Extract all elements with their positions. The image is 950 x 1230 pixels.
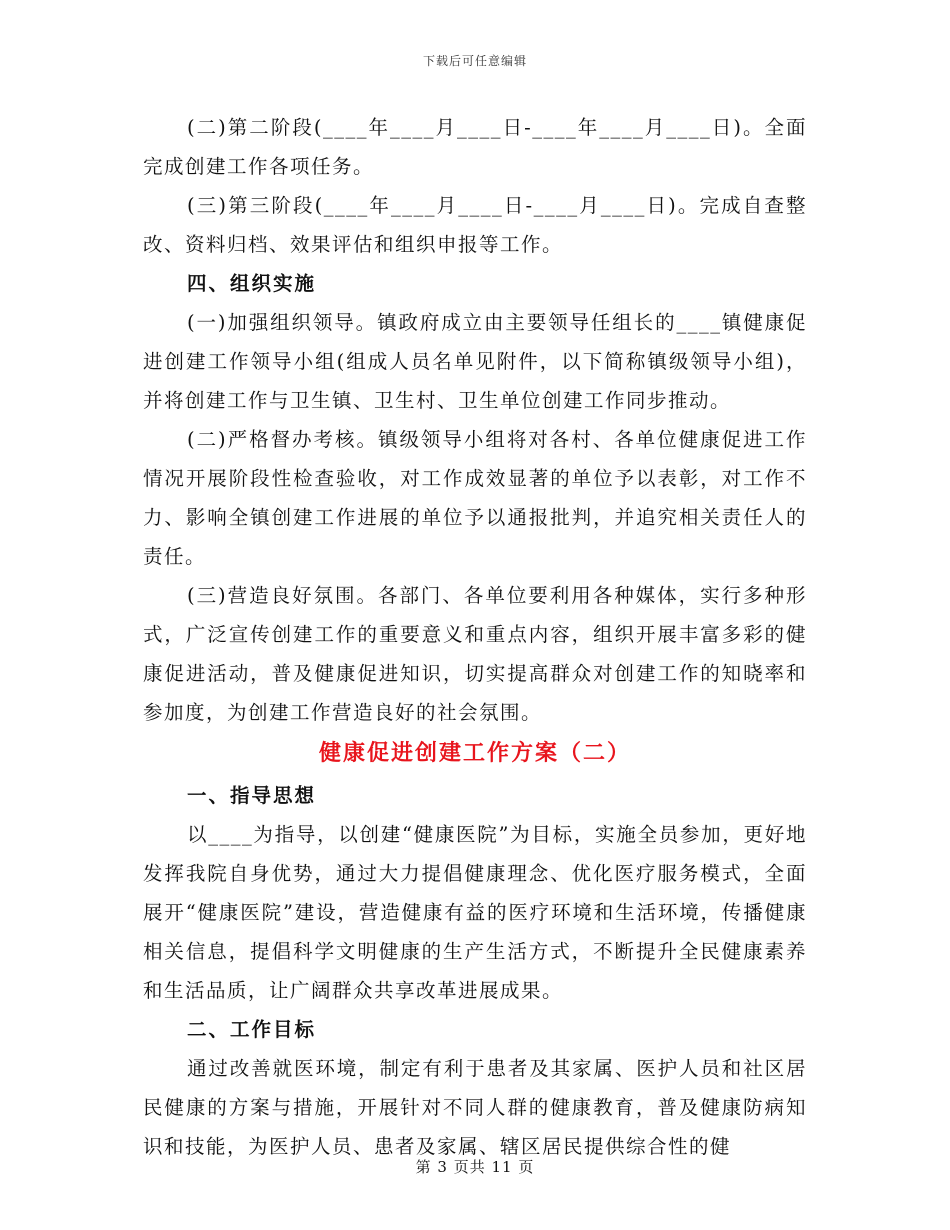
paragraph-phase-two: (二)第二阶段(____年____月____日-____年____月____日)。全面完成创建工作各项任务。 [143,116,807,178]
page-header: 下载后可任意编辑 [422,54,527,68]
paragraph-guiding-ideology: 以____为指导，以创建“健康医院”为目标，实施全员参加，更好地发挥我院自身优势，通过大力提倡健康理念、优化医疗服务模式，全面展开“健康医院”建设，营造健康有益的医疗环境和生活环境，传播健康相关信息，提倡科学文明健康的生产生活方式，不断提升全民健康素养和生活品质，让广阔群众共享改革进展成果。 [143,823,807,1002]
section-heading-organization: 四、组织实施 [187,272,317,295]
paragraph-supervision: (二)严格督办考核。镇级领导小组将对各村、各单位健康促进工作情况开展阶段性检查验收，对工作成效显著的单位予以表彰，对工作不力、影响全镇创建工作进展的单位予以通报批判，并追究相关责任人的责任。 [143,428,807,568]
paragraph-leadership: (一)加强组织领导。镇政府成立由主要领导任组长的____镇健康促进创建工作领导小组(组成人员名单见附件，以下简称镇级领导小组)，并将创建工作与卫生镇、卫生村、卫生单位创建工作同步推动。 [143,311,807,412]
paragraph-phase-three: (三)第三阶段(____年____月____日-____月____日)。完成自查整改、资料归档、效果评估和组织申报等工作。 [143,194,807,256]
paragraph-work-goals: 通过改善就医环境，制定有利于患者及其家属、医护人员和社区居民健康的方案与措施，开展针对不同人群的健康教育，普及健康防病知识和技能，为医护人员、患者及家属、辖区居民提供综合性的健 [143,1057,807,1158]
section-heading-work-goals: 二、工作目标 [187,1018,317,1041]
page-footer: 第 3 页共 11 页 [415,1158,535,1176]
section-heading-guiding-ideology: 一、指导思想 [187,784,317,807]
paragraph-atmosphere: (三)营造良好氛围。各部门、各单位要利用各种媒体，实行多种形式，广泛宣传创建工作的重要意义和重点内容，组织开展丰富多彩的健康促进活动，普及健康促进知识，切实提高群众对创建工作的知晓率和参加度，为创建工作营造良好的社会氛围。 [143,584,807,724]
document-title: 健康促进创建工作方案（二） [318,741,631,766]
document-body [143,108,807,1166]
